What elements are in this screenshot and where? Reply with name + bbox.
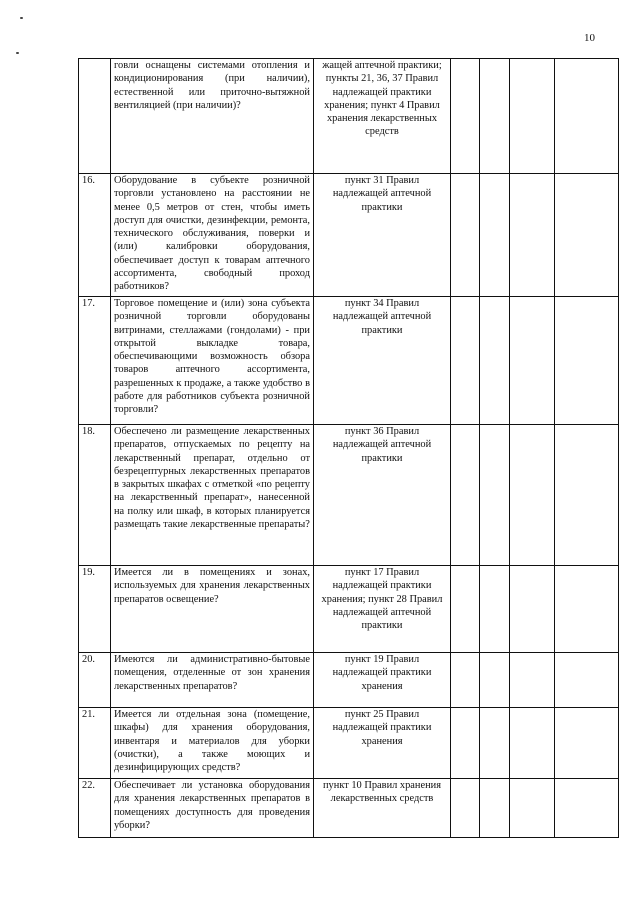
row-question: Обеспечено ли размещение лекарственных препаратов, отпускаемых по рецепту на лекарственный препарат, отдельно от безрецептурных лекарственных препаратов в закрытых шкафах с отметкой «по рецепту на лекарственный препарат», нанесенной на полку или шкаф, в которых планируется размещать такие лекарственные препараты? — [111, 425, 314, 566]
answer-na-cell — [510, 59, 555, 174]
row-number: 17. — [79, 297, 111, 425]
answer-yes-cell — [451, 779, 480, 838]
page-number: 10 — [584, 32, 595, 44]
notes-cell — [555, 708, 619, 779]
notes-cell — [555, 779, 619, 838]
row-number — [79, 59, 111, 174]
scan-speck — [16, 52, 19, 54]
row-reference: пункт 17 Правил надлежащей практики хранения; пункт 28 Правил надлежащей аптечной практики — [314, 566, 451, 653]
row-question: Торговое помещение и (или) зона субъекта розничной торговли оборудованы витринами, стеллажами (гондолами) - при открытой выкладке товара, обеспечивающими возможность обзора товаров аптечного ассортимента, разрешенных к продаже, а также удобство в работе для работников субъекта розничной торговли? — [111, 297, 314, 425]
row-number: 16. — [79, 174, 111, 297]
row-question: Оборудование в субъекте розничной торговли установлено на расстоянии не менее 0,5 метров от стен, чтобы иметь доступ для очистки, дезинфекции, ремонта, технического обслуживания, поверки и (или) калибровки оборудования, обеспечивает доступ к товарам аптечного ассортимента, свободный проход работников? — [111, 174, 314, 297]
row-question: Имеется ли в помещениях и зонах, используемых для хранения лекарственных препаратов освещение? — [111, 566, 314, 653]
notes-cell — [555, 297, 619, 425]
answer-na-cell — [510, 297, 555, 425]
table-row — [79, 297, 619, 425]
notes-cell — [555, 425, 619, 566]
answer-yes-cell — [451, 59, 480, 174]
row-reference: пункт 10 Правил хранения лекарственных средств — [314, 779, 451, 838]
row-number: 18. — [79, 425, 111, 566]
table-row — [79, 425, 619, 566]
notes-cell — [555, 653, 619, 708]
notes-cell — [555, 59, 619, 174]
notes-cell — [555, 174, 619, 297]
answer-no-cell — [480, 297, 510, 425]
table-row — [79, 174, 619, 297]
row-number: 22. — [79, 779, 111, 838]
row-question: Имеется ли отдельная зона (помещение, шкафы) для хранения оборудования, инвентаря и материалов для уборки (очистки), а также моющих и дезинфицирующих средств? — [111, 708, 314, 779]
answer-yes-cell — [451, 708, 480, 779]
answer-yes-cell — [451, 566, 480, 653]
row-reference: жащей аптечной практики; пункты 21, 36, 37 Правил надлежащей практики хранения; пункт 4 Правил хранения лекарственных средств — [314, 59, 451, 174]
row-number: 19. — [79, 566, 111, 653]
answer-yes-cell — [451, 297, 480, 425]
row-question: Имеются ли административно-бытовые помещения, отделенные от зон хранения лекарственных препаратов? — [111, 653, 314, 708]
table-row — [79, 779, 619, 838]
row-reference: пункт 31 Правил надлежащей аптечной практики — [314, 174, 451, 297]
row-question: Обеспечивает ли установка оборудования для хранения лекарственных препаратов в помещениях доступность для проведения уборки? — [111, 779, 314, 838]
answer-yes-cell — [451, 174, 480, 297]
answer-no-cell — [480, 174, 510, 297]
row-reference: пункт 19 Правил надлежащей практики хранения — [314, 653, 451, 708]
answer-na-cell — [510, 779, 555, 838]
table-row — [79, 653, 619, 708]
answer-yes-cell — [451, 425, 480, 566]
table-row — [79, 708, 619, 779]
answer-na-cell — [510, 653, 555, 708]
scan-speck — [20, 17, 23, 19]
answer-na-cell — [510, 174, 555, 297]
checklist-table — [78, 58, 619, 838]
answer-no-cell — [480, 779, 510, 838]
answer-na-cell — [510, 566, 555, 653]
row-reference: пункт 25 Правил надлежащей практики хранения — [314, 708, 451, 779]
answer-na-cell — [510, 708, 555, 779]
row-number: 20. — [79, 653, 111, 708]
answer-no-cell — [480, 566, 510, 653]
answer-no-cell — [480, 425, 510, 566]
answer-no-cell — [480, 708, 510, 779]
row-reference: пункт 34 Правил надлежащей аптечной практики — [314, 297, 451, 425]
row-number: 21. — [79, 708, 111, 779]
answer-yes-cell — [451, 653, 480, 708]
row-reference: пункт 36 Правил надлежащей аптечной практики — [314, 425, 451, 566]
answer-no-cell — [480, 653, 510, 708]
answer-no-cell — [480, 59, 510, 174]
notes-cell — [555, 566, 619, 653]
row-question: говли оснащены системами отопления и кондиционирования (при наличии), естественной или приточно-вытяжной вентиляцией (при наличии)? — [111, 59, 314, 174]
table-row — [79, 59, 619, 174]
answer-na-cell — [510, 425, 555, 566]
table-row — [79, 566, 619, 653]
